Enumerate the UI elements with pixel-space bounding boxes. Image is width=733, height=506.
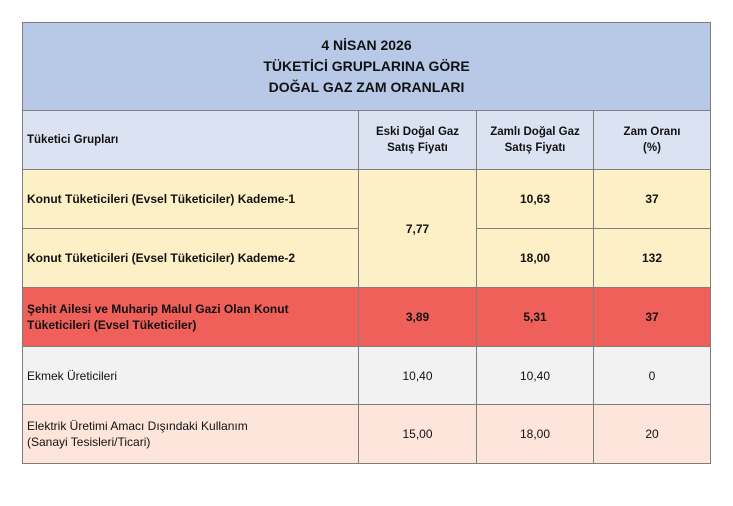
row-martyr-family-new-price: 5,31 — [477, 288, 594, 347]
row-residential-tier2-rate: 132 — [594, 229, 710, 288]
title-line-3: DOĞAL GAZ ZAM ORANLARI — [268, 79, 465, 95]
header-consumer-groups: Tüketici Grupları — [23, 111, 359, 170]
row-bakery-old-price: 10,40 — [359, 347, 477, 405]
row-bakery-group: Ekmek Üreticileri — [23, 347, 359, 405]
gas-price-table — [22, 22, 711, 464]
row-industry-new-price: 18,00 — [477, 405, 594, 463]
header-old-price: Eski Doğal Gaz Satış Fiyatı — [359, 111, 477, 170]
header-increase-rate: Zam Oranı (%) — [594, 111, 710, 170]
title-line-2: TÜKETİCİ GRUPLARINA GÖRE — [263, 58, 470, 74]
row-industry-rate: 20 — [594, 405, 710, 463]
row-residential-tier2-new-price: 18,00 — [477, 229, 594, 288]
row-residential-tier1-group: Konut Tüketicileri (Evsel Tüketiciler) Kademe-1 — [23, 170, 359, 229]
table-title — [23, 23, 710, 111]
title-date: 4 NİSAN 2026 — [321, 37, 412, 53]
row-bakery-rate: 0 — [594, 347, 710, 405]
row-martyr-family-group: Şehit Ailesi ve Muharip Malul Gazi Olan Konut Tüketicileri (Evsel Tüketiciler) — [23, 288, 359, 347]
row-bakery-new-price: 10,40 — [477, 347, 594, 405]
row-residential-tier1-new-price: 10,63 — [477, 170, 594, 229]
row-industry-old-price: 15,00 — [359, 405, 477, 463]
row-industry-group: Elektrik Üretimi Amacı Dışındaki Kullanım (Sanayi Tesisleri/Ticari) — [23, 405, 359, 463]
row-residential-tier1-rate: 37 — [594, 170, 710, 229]
row-residential-tier2-group: Konut Tüketicileri (Evsel Tüketiciler) Kademe-2 — [23, 229, 359, 288]
row-martyr-family-old-price: 3,89 — [359, 288, 477, 347]
row-martyr-family-rate: 37 — [594, 288, 710, 347]
residential-old-price-merged: 7,77 — [359, 170, 477, 288]
header-new-price: Zamlı Doğal Gaz Satış Fiyatı — [477, 111, 594, 170]
